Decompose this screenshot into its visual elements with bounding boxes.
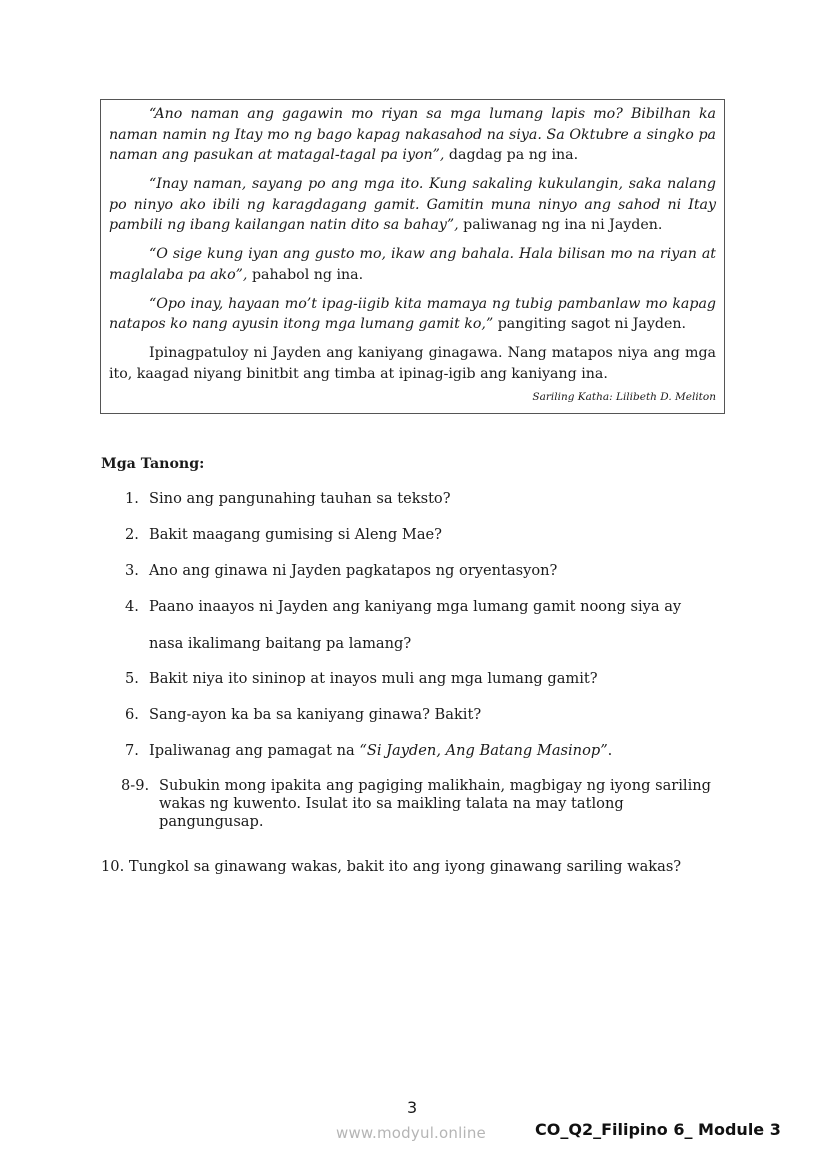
story-title-quote: “Si Jayden, Ang Batang Masinop”: [359, 742, 608, 759]
story-paragraph: [109, 294, 716, 335]
question-text: Subukin mong ipakita ang pagiging malikhain, magbigay ng iyong sariling wakas ng kuwento. Isulat ito sa maikling talata na may tatlong pangungusap.: [159, 777, 711, 830]
narration-text: pangiting sagot ni Jayden.: [493, 316, 687, 332]
question-number: 8-9.: [121, 777, 150, 794]
story-excerpt-box: [100, 99, 725, 414]
story-paragraph: [109, 104, 716, 166]
story-paragraph: [109, 174, 716, 236]
story-credit: Sariling Katha: Lilibeth D. Meliton: [532, 391, 716, 403]
question-text-end: .: [607, 742, 613, 759]
question-text: Sino ang pangunahing tauhan sa teksto?: [149, 490, 451, 507]
questions-heading: Mga Tanong:: [101, 456, 205, 472]
question-item: [121, 777, 731, 831]
question-text-continued: nasa ikalimang baitang pa lamang?: [149, 635, 412, 652]
question-text: Tungkol sa ginawang wakas, bakit ito ang iyong ginawang sariling wakas?: [128, 858, 682, 875]
narration-text: Ipinagpatuloy ni Jayden ang kaniyang ginagawa. Nang matapos niya ang mga ito, kaagad niyang binitbit ang timba at ipinag-igib ang kaniyang ina.: [109, 345, 716, 382]
question-text-plain: Ipaliwanag ang pamagat na: [149, 742, 360, 759]
dialogue-text: “Opo inay, hayaan mo’t ipag-iigib kita mamaya ng tubig pambanlaw mo kapag natapos ko nang ayusin itong mga lumang gamit ko,”: [109, 295, 716, 332]
narration-text: dagdag pa ng ina.: [444, 147, 579, 163]
question-number: 3.: [125, 562, 139, 579]
question-number: 7.: [125, 742, 139, 759]
question-number: 4.: [125, 598, 139, 615]
dialogue-text: “O sige kung iyan ang gusto mo, ikaw ang bahala. Hala bilisan mo na riyan at maglalaba pa ako”,: [109, 246, 716, 283]
module-code: CO_Q2_Filipino 6_ Module 3: [535, 1120, 781, 1139]
question-number: 10.: [101, 858, 125, 875]
story-paragraph: [109, 343, 716, 384]
question-text: Sang-ayon ka ba sa kaniyang ginawa? Bakit?: [149, 706, 482, 723]
page-number: 3: [407, 1098, 418, 1117]
dialogue-text: “Inay naman, sayang po ang mga ito. Kung sakaling kukulangin, saka nalang po ninyo ako ibili ng karagdagang gamit. Gamitin muna ninyo ang sahod ni Itay pambili ng ibang kailangan natin dito sa bahay”,: [109, 176, 716, 233]
question-number: 2.: [125, 526, 139, 543]
question-text: [149, 742, 612, 760]
dialogue-text: “Ano naman ang gagawin mo riyan sa mga lumang lapis mo? Bibilhan ka naman namin ng Itay mo ng bago kapag nakasahod na siya. Sa Oktubre a singko pa naman ang pasukan at matagal-tagal pa iyon”,: [109, 106, 716, 163]
watermark-link[interactable]: www.modyul.online: [336, 1124, 486, 1142]
question-text: Bakit niya ito sininop at inayos muli ang mga lumang gamit?: [149, 670, 598, 687]
narration-text: paliwanag ng ina ni Jayden.: [458, 217, 663, 233]
narration-text: pahabol ng ina.: [247, 266, 364, 283]
question-item: [101, 858, 681, 875]
question-number: 5.: [125, 670, 139, 687]
story-paragraph: [109, 244, 716, 285]
question-text: Paano inaayos ni Jayden ang kaniyang mga lumang gamit noong siya ay: [149, 598, 682, 615]
question-number: 1.: [125, 490, 139, 507]
question-number: 6.: [125, 706, 139, 723]
question-text: Bakit maagang gumising si Aleng Mae?: [149, 526, 443, 543]
question-text: Ano ang ginawa ni Jayden pagkatapos ng oryentasyon?: [149, 562, 558, 579]
